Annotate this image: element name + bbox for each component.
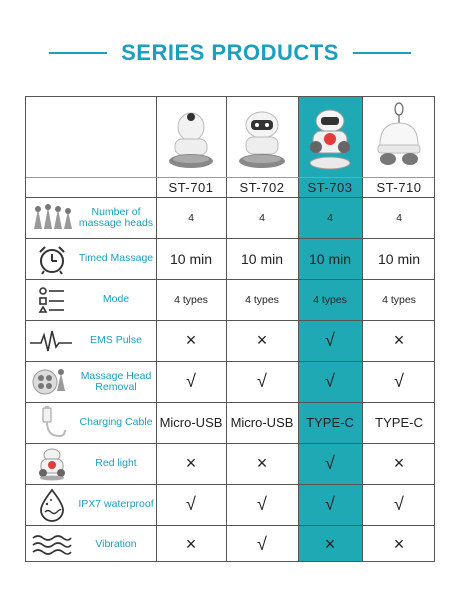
feature-label: Vibration	[95, 537, 137, 550]
waterproof-drop-icon	[34, 487, 70, 523]
value-cell: ×	[185, 533, 197, 554]
vibration-waves-icon	[30, 531, 74, 559]
value-cell: 10 min	[308, 250, 352, 267]
feature-label: Timed Massage	[78, 252, 154, 264]
pulse-wave-icon	[28, 325, 74, 357]
value-cell: 4	[188, 211, 194, 224]
value-cell: √	[325, 494, 335, 514]
value-cell: √	[325, 453, 335, 473]
value-cell: √	[186, 371, 196, 391]
value-cell: √	[394, 494, 404, 514]
value-cell: 4 types	[382, 293, 416, 306]
mode-list-icon	[34, 283, 70, 317]
value-cell: 4	[259, 211, 265, 224]
title-line-right	[353, 52, 411, 54]
value-cell: 4 types	[174, 293, 208, 306]
value-cell: ×	[256, 330, 268, 350]
value-cell: TYPE-C	[306, 415, 354, 430]
value-cell: Micro-USB	[230, 415, 294, 430]
feature-label: Mode	[102, 293, 130, 305]
feature-label: Red light	[95, 457, 137, 469]
red-light-icon	[32, 446, 72, 482]
model-name: ST-702	[239, 179, 285, 195]
model-name: ST-703	[307, 179, 353, 195]
value-cell: ×	[185, 330, 197, 350]
value-cell: 4 types	[313, 293, 347, 306]
value-cell: √	[325, 371, 335, 391]
value-cell: 10 min	[377, 250, 421, 267]
feature-label: EMS Pulse	[90, 334, 142, 346]
value-cell: ×	[393, 533, 405, 554]
feature-label: Massage Head Removal	[80, 369, 152, 393]
value-cell: √	[325, 330, 335, 350]
value-cell: √	[186, 494, 196, 514]
value-cell: √	[394, 371, 404, 391]
title-line-left	[49, 52, 107, 54]
value-cell: √	[257, 533, 267, 554]
product-image-st701	[162, 103, 220, 173]
product-image-st710	[366, 101, 432, 173]
value-cell: √	[257, 371, 267, 391]
product-image-st702	[232, 103, 292, 173]
feature-label: IPX7 waterproof	[78, 498, 154, 510]
title-row	[0, 38, 460, 68]
value-cell: ×	[393, 453, 405, 473]
product-image-st703	[302, 103, 358, 173]
value-cell: ×	[324, 533, 336, 554]
value-cell: ×	[185, 453, 197, 473]
value-cell: 4 types	[245, 293, 279, 306]
charging-cable-icon	[34, 405, 70, 441]
value-cell: Micro-USB	[159, 415, 223, 430]
value-cell: 4	[396, 211, 402, 224]
value-cell: ×	[393, 330, 405, 350]
model-name: ST-701	[168, 179, 214, 195]
massage-heads-icon	[28, 201, 76, 235]
comparison-table	[25, 96, 435, 562]
value-cell: 10 min	[240, 250, 284, 267]
value-cell: 4	[327, 211, 333, 224]
head-removal-icon	[30, 364, 72, 400]
model-name: ST-710	[376, 179, 422, 195]
value-cell: √	[257, 494, 267, 514]
feature-label: Charging Cable	[79, 416, 153, 428]
page-title: SERIES PRODUCTS	[121, 40, 339, 65]
feature-label: Number of massage heads	[78, 205, 154, 229]
alarm-clock-icon	[32, 242, 72, 276]
value-cell: 10 min	[169, 250, 213, 267]
value-cell: ×	[256, 453, 268, 473]
value-cell: TYPE-C	[375, 415, 423, 430]
